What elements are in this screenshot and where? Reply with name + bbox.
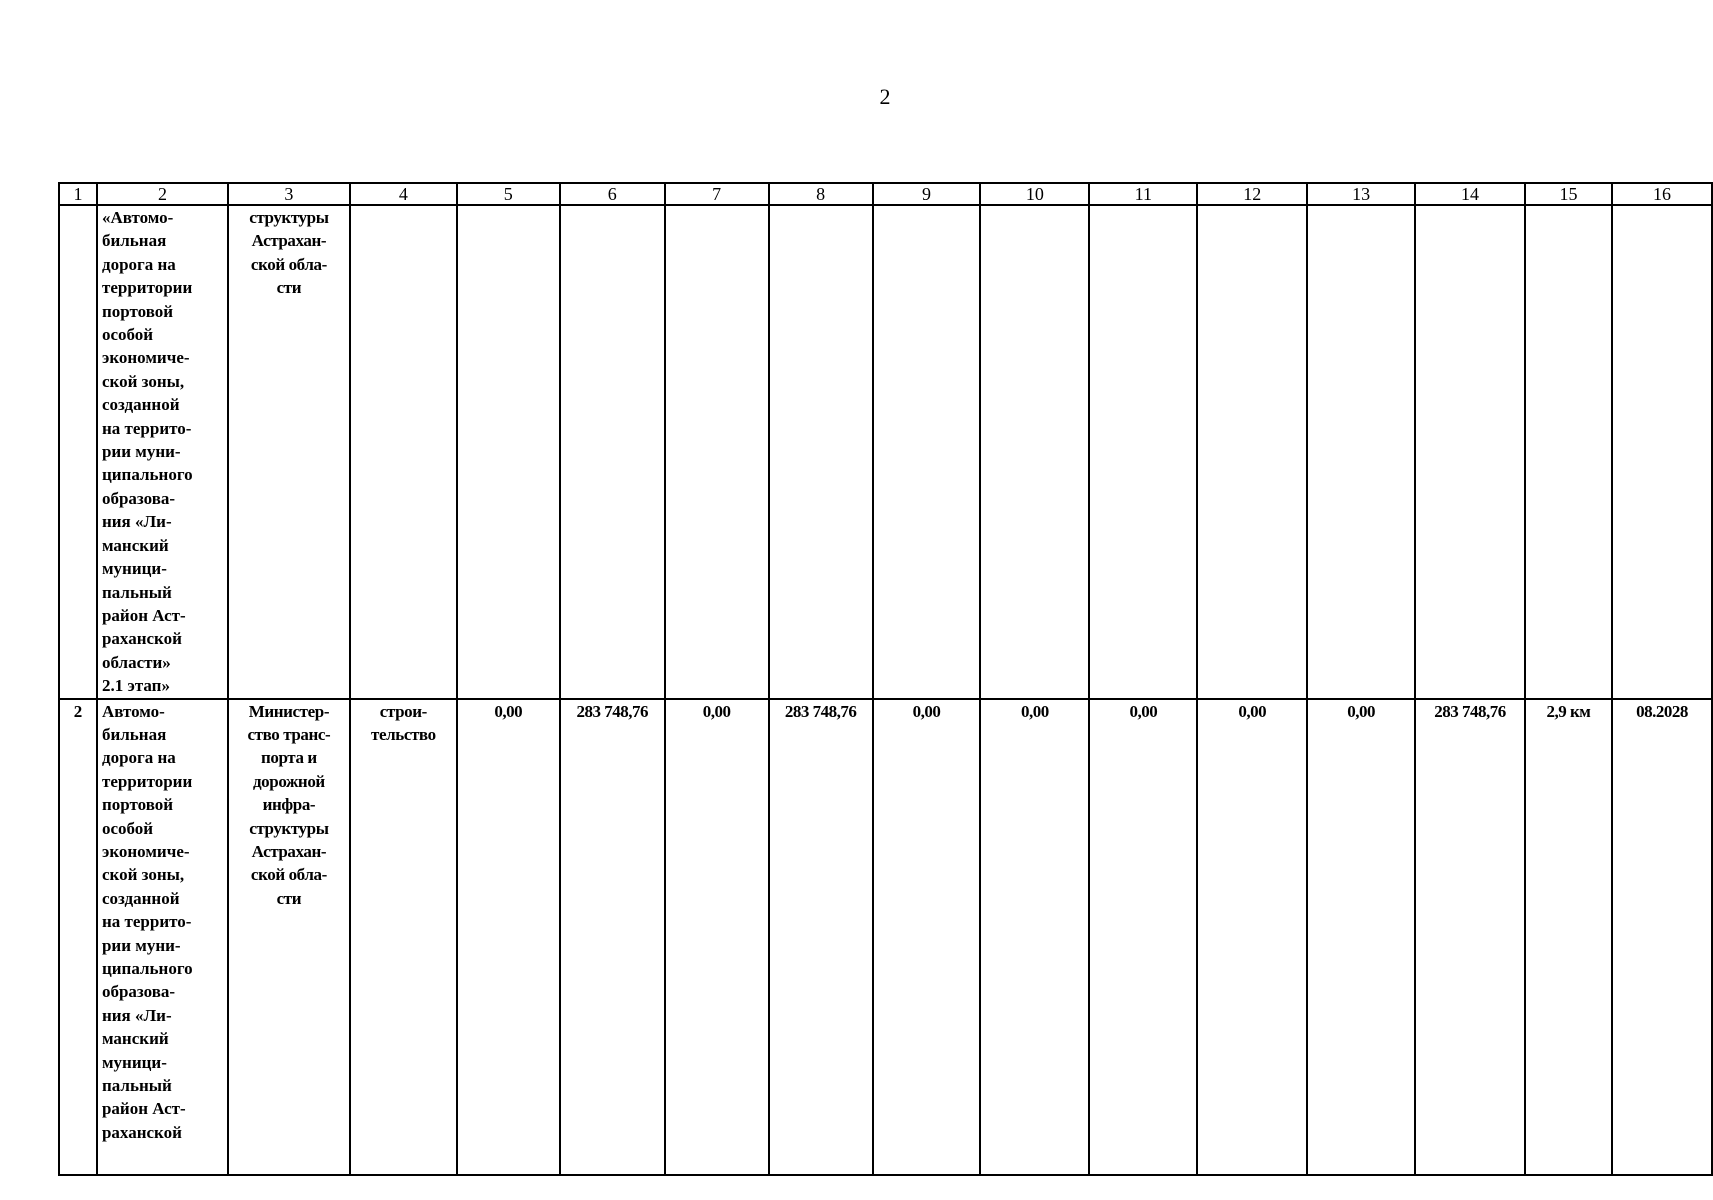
column-number: 14	[1415, 183, 1525, 205]
cell-value	[1415, 205, 1525, 699]
cell-value: 0,00	[873, 699, 981, 1175]
cell-work-type: строи- тельство	[350, 699, 457, 1175]
cell-value: 283 748,76	[769, 699, 873, 1175]
cell-value: 0,00	[1307, 699, 1415, 1175]
cell-value	[1307, 205, 1415, 699]
cell-value: 0,00	[980, 699, 1089, 1175]
cell-object-name: Автомо- бильная дорога на территории портовой особой экономиче- ской зоны, созданной на террито- рии муни- ципального образова- ния «Ли- манский муници- пальный район Аст- раханской	[97, 699, 228, 1175]
column-number: 5	[457, 183, 560, 205]
cell-capacity: 2,9 км	[1525, 699, 1612, 1175]
cell-value: 283 748,76	[1415, 699, 1525, 1175]
cell-value	[665, 205, 769, 699]
column-number: 13	[1307, 183, 1415, 205]
column-number: 15	[1525, 183, 1612, 205]
cell-object-name: «Автомо- бильная дорога на территории портовой особой экономиче- ской зоны, созданной на террито- рии муни- ципального образова- ния «Ли- манский муници- пальный район Аст- раханской области» 2.1 этап»	[97, 205, 228, 699]
cell-value	[769, 205, 873, 699]
cell-value	[980, 205, 1089, 699]
table-row	[59, 699, 1712, 1175]
cell-value: 0,00	[665, 699, 769, 1175]
cell-value	[560, 205, 665, 699]
cell-value: 0,00	[1197, 699, 1307, 1175]
page-number: 2	[879, 84, 891, 109]
cell-value	[1089, 205, 1197, 699]
cell-capacity	[1525, 205, 1612, 699]
column-number: 10	[980, 183, 1089, 205]
cell-ministry: Министер- ство транс- порта и дорожной инфра- структуры Астрахан- ской обла- сти	[228, 699, 350, 1175]
cell-deadline: 08.2028	[1612, 699, 1712, 1175]
cell-value	[1197, 205, 1307, 699]
cell-row-number: 2	[59, 699, 97, 1175]
cell-ministry: структуры Астрахан- ской обла- сти	[228, 205, 350, 699]
cell-row-number	[59, 205, 97, 699]
cell-value: 0,00	[1089, 699, 1197, 1175]
cell-value: 283 748,76	[560, 699, 665, 1175]
column-number: 12	[1197, 183, 1307, 205]
table-header-row	[59, 183, 1712, 205]
column-number: 3	[228, 183, 350, 205]
objects-table	[58, 182, 1713, 1176]
table-row	[59, 205, 1712, 699]
column-number: 16	[1612, 183, 1712, 205]
cell-value	[873, 205, 981, 699]
column-number: 4	[350, 183, 457, 205]
column-number: 1	[59, 183, 97, 205]
column-number: 2	[97, 183, 228, 205]
cell-value: 0,00	[457, 699, 560, 1175]
column-number: 6	[560, 183, 665, 205]
column-number: 7	[665, 183, 769, 205]
column-number: 11	[1089, 183, 1197, 205]
cell-deadline	[1612, 205, 1712, 699]
cell-work-type	[350, 205, 457, 699]
column-number: 8	[769, 183, 873, 205]
column-number: 9	[873, 183, 981, 205]
cell-value	[457, 205, 560, 699]
